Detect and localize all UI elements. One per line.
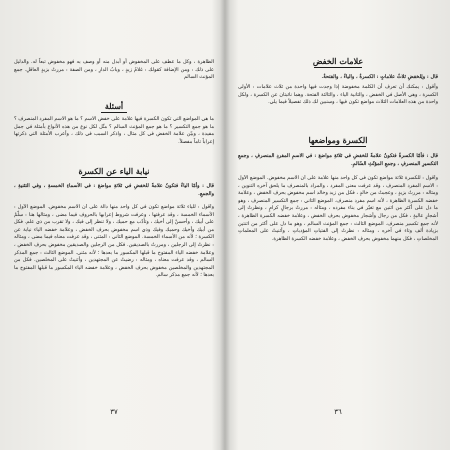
page-number-right: ٣٦ bbox=[334, 408, 342, 417]
questions-text: ما هي المواضع التي تكون الكسرة فيها علامة على خفض الاسم ؟ ما هو الاسم المفرد المنصرف ؟ ما هو جمع التكسير ؟ ما هو جمع المؤنث السالم ؟ مثّل لكل نوع من هذه الأنواع بأمثلة في جمل مفيدة ، وبيّن علامة الخفض في كل مثال ، واذكر السبب في ذلك ، وأعرب الأمثلة التي ذكرتها إعراباً تاماً مفصلاً. bbox=[14, 116, 214, 145]
khafd-heading: علامات الخفض bbox=[312, 56, 364, 66]
ya-section-qa: قال : وأمّا الياءُ فتكونُ علامةً للخفضِ في ثلاثةِ مواضعَ : في الأسماءِ الخمسةِ ، وفي التثنيةِ ، والجمعِ. bbox=[14, 183, 214, 197]
kasra-section-qa: قال : فأمّا الكسرةُ فتكونُ علامةً للخفضِ في ثلاثةِ مواضعَ : في الاسمِ المفردِ المنصرفِ ، وجمعِ التكسيرِ المنصرفِ ، وجمعِ المؤنّثِ السّالمِ. bbox=[238, 153, 438, 167]
ya-section-heading: نيابة الياء عن الكسرة bbox=[78, 166, 150, 176]
questions-heading: أسئلة bbox=[14, 101, 214, 113]
khafd-intro-body: وأقول : يمكنك أن تعرف أن الكلمة مخفوضة إذا وجدت فيها واحدة من ثلاث علامات : الأولى الكسرة ، وهي الأصل في الخفض ، والثانية الياء ، والثالثة الفتحة. وهما نائبتان عن الكسرة ، ولكل واحدة من هذه العلامات الثلاث مواضع تكون فيها ، وسنبين لك ذلك تفصيلاً فيما يلي. bbox=[238, 84, 438, 106]
left-top-paragraph: الظاهرة ، وكل ما عطف على المخفوض أو أبدل منه أو وصف به فهو مخفوض تبعاً له. والدليل على ذلك : ومن الإضافة كقولك : غلامُ زيدٍ ، وبابُ الدارِ ، ومن الصفة : مررتُ بزيدٍ العاقلِ. جمع المؤنث السالم bbox=[14, 59, 214, 81]
kasra-heading-block bbox=[238, 135, 438, 147]
ya-section-body: وأقول : للياء ثلاثة مواضع تكون في كل واحد منها دالة على أن الاسم مخفوض. الموضع الأول : الأسماء الخمسة ، وقد عرفتها ، وعرفت شروط إعرابها بالحروف فيما مضى ، ومثالها هنا : سلّمْ على أبيك ، وأحسنْ إلى أخيك ، وتأدّب مع حميك ، ولا تنظر إلى فيك ، ولا تقرب من ذي علم. فكل من أبيك وأخيك وحميك وفيك وذي اسم مخفوض بحرف الخفض ، وعلامة خفضه الياء نيابة عن الكسرة ؛ لأنه من الأسماء الخمسة. الموضع الثاني : المثنى ، وقد عرفت معناه فيما مضى ، ومثاله : نظرتُ إلى الرجلين ، ومررتُ بالصديقين. فكل من الرجلين والصديقين مخفوض بحرف الخفض ، وعلامة خفضه الياء المفتوح ما قبلها المكسور ما بعدها ؛ لأنه مثنى. الموضع الثالث : جمع المذكر السالم ، وقد عرفت معناه ، ومثاله : رضيتُ عن المجتهدين ، وأثنيتُ على المخلصين. فكل من المجتهدين والمخلصين مخفوض بحرف الخفض ، وعلامة خفضه الياء المكسور ما قبلها المفتوح ما بعدها ؛ لأنه جمع مذكر سالم. bbox=[14, 204, 214, 279]
khafd-intro-qa: قال : ولِلخفضِ ثلاثُ علاماتٍ : الكسرةُ ، والياءُ ، والفتحةُ. bbox=[321, 74, 438, 80]
page-number-left: ٣٧ bbox=[110, 408, 118, 417]
kasra-section-body: وأقول : للكسرة ثلاثة مواضع تكون في كل واحد منها علامة على أن الاسم مخفوض. الموضع الأول : الاسم المفرد المنصرف ، وقد عرفت معنى المفرد ، والمراد بالمنصرف ما يلحق آخره التنوين ، ومثاله : مررتُ بزيدٍ ، وعجبتُ من خالدٍ ، فكل من زيد وخالد اسم مخفوض بحرف الخفض ، وعلامة خفضه الكسرة الظاهرة ، لأنه اسم مفرد منصرف. الموضع الثاني : جمع التكسير المنصرف ، وهو ما دل على أكثر من اثنين مع تغيّر في بناء مفرده ، ومثاله : مررتُ برجالٍ كرامٍ ، ونظرتُ إلى أشجارٍ عاليةٍ ، فكل من رجال وأشجار مخفوض بحرف الخفض ، وعلامة خفضه الكسرة الظاهرة ، لأنه جمع تكسير منصرف. الموضع الثالث : جمع المؤنث السالم ، وهو ما دل على أكثر من اثنتين بزيادة ألف وتاء في آخره ، ومثاله : نظرتُ إلى الفتياتِ المؤدباتِ ، وأثنيتُ على المعلماتِ المخلصاتِ ، فكل منهما مخفوض بحرف الخفض ، وعلامة خفضه الكسرة الظاهرة. bbox=[238, 175, 438, 242]
page-left bbox=[14, 0, 214, 450]
kasra-section-heading: الكسرة ومواضعها bbox=[308, 135, 368, 145]
questions-heading-block bbox=[14, 101, 214, 113]
page-right bbox=[238, 0, 438, 450]
ya-heading-block bbox=[14, 166, 214, 178]
book-gutter bbox=[220, 0, 230, 450]
khafd-heading-block bbox=[238, 56, 438, 68]
